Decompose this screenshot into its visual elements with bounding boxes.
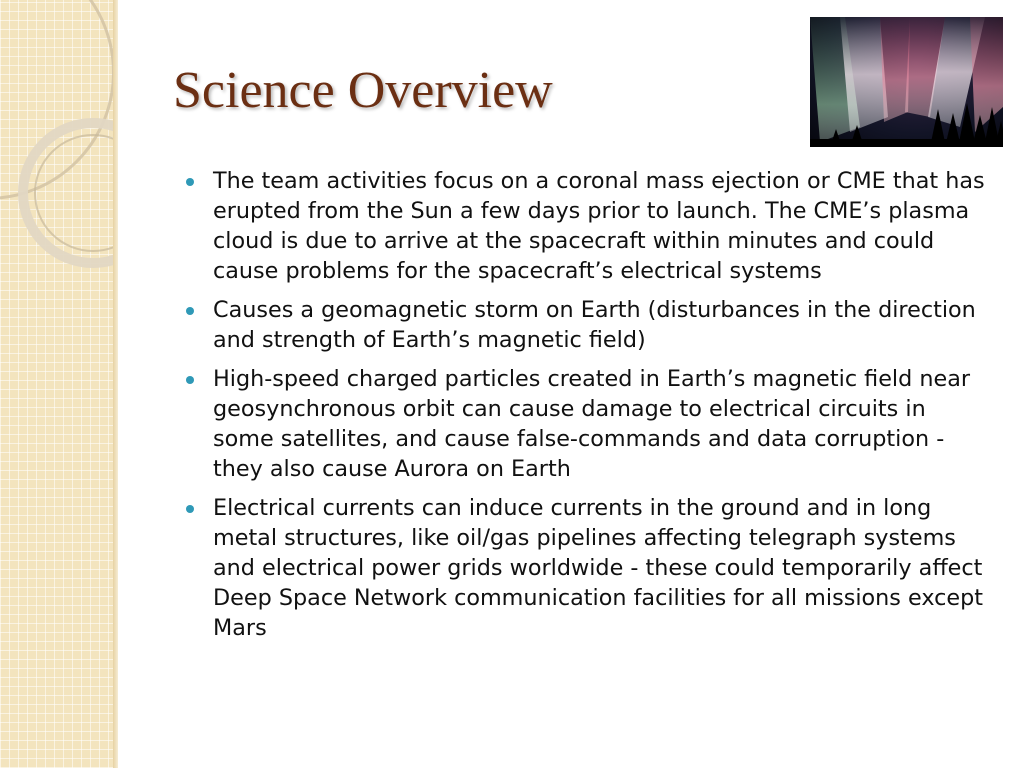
bullet-text: Causes a geomagnetic storm on Earth (disturbances in the direction and strength of Earth’s magnetic field) xyxy=(213,297,976,353)
bullet-text: Electrical currents can induce currents in the ground and in long metal structures, like oil/gas pipelines affecting telegraph systems and electrical power grids worldwide - these could temporarily affect Deep Space Network communication facilities for all missions except Mars xyxy=(213,495,984,641)
bullet-item xyxy=(186,295,986,355)
slide-title: Science Overview xyxy=(173,62,553,119)
bullet-item xyxy=(186,166,986,286)
bullet-dot xyxy=(186,376,194,384)
bullet-item xyxy=(186,364,986,484)
decorative-side-panel xyxy=(0,0,113,768)
bullet-text: High-speed charged particles created in Earth’s magnetic field near geosynchronous orbit can cause damage to electrical circuits in some satellites, and cause false-commands and data corruption - they also cause Aurora on Earth xyxy=(213,366,971,482)
bullet-dot xyxy=(186,505,194,513)
bullet-list xyxy=(186,166,986,652)
bullet-dot xyxy=(186,307,194,315)
bullet-item xyxy=(186,493,986,643)
side-panel-edge xyxy=(113,0,118,768)
bullet-text: The team activities focus on a coronal mass ejection or CME that has erupted from the Sun a few days prior to launch. The CME’s plasma cloud is due to arrive at the spacecraft within minutes and could cause problems for the spacecraft’s electrical systems xyxy=(213,168,985,284)
bullet-dot xyxy=(186,178,194,186)
aurora-photo xyxy=(810,17,1003,147)
